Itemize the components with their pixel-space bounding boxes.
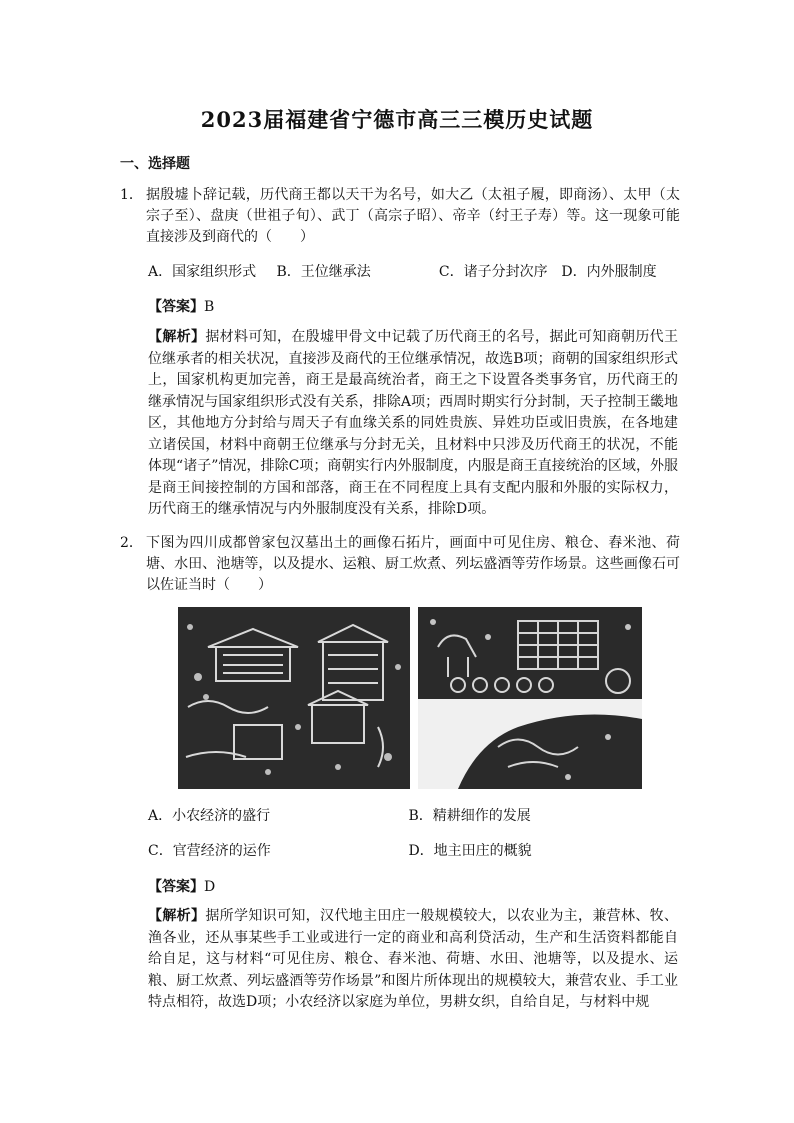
analysis-label: 【解析】 (148, 329, 206, 345)
option-a: A．国家组织形式 (148, 264, 257, 280)
page-title: 2023届福建省宁德市高三三模历史试题 (200, 107, 594, 132)
question-2-options-row-1 (148, 806, 531, 827)
question-text: 据殷墟卜辞记载，历代商王都以天干为名号，如大乙（太祖子履，即商汤）、太甲（太宗子至）、盘庚（世祖子旬）、武丁（高宗子昭）、帝辛（纣王子寿）等。这一现象可能直接涉及到商代的（ ） (146, 187, 680, 245)
answer-label: 【答案】 (148, 299, 204, 315)
question-2-options-row-2 (148, 841, 532, 862)
option-c: C．诸子分封次序 (438, 264, 548, 280)
analysis-text: 据所学知识可知，汉代地主田庄一般规模较大，以农业为主，兼营林、牧、渔各业，还从事某些手工业或进行一定的商业和高利贷活动，生产和生活资料都能自给自足，这与材料“可见住房、粮仓、舂米池、荷塘、水田、池塘等，以及提水、运粮、厨工炊煮、列坛盛酒等劳作场景”和图片所体现出的规模较大，兼营农业、手工业特点相符，故选D项；小农经济以家庭为单位，男耕女织，自给自足，与材料中规 (148, 908, 679, 1010)
question-number: 1． (120, 187, 143, 203)
question-text: 下图为四川成都曾家包汉墓出土的画像石拓片，画面中可见住房、粮仓、舂米池、荷塘、水田、池塘等，以及提水、运粮、厨工炊煮、列坛盛酒等劳作场景。这些画像石可以佐证当时（ ） (146, 535, 680, 593)
option-b: B．王位继承法 (276, 264, 371, 280)
rubbing-image-left (178, 607, 410, 789)
option-c: C．官营经济的运作 (148, 843, 271, 859)
question-number: 2． (120, 535, 143, 551)
question-1 (120, 185, 680, 248)
question-1-options (148, 262, 657, 283)
answer-value: B (204, 299, 215, 315)
rubbing-image-right (418, 607, 642, 789)
section-heading: 一、选择题 (120, 156, 190, 172)
option-b: B．精耕细作的发展 (408, 808, 531, 824)
answer-1 (148, 296, 214, 316)
question-2 (120, 533, 680, 596)
analysis-1 (148, 327, 678, 521)
answer-value: D (204, 879, 216, 895)
analysis-text: 据材料可知，在殷墟甲骨文中记载了历代商王的名号，据此可知商朝历代王位继承者的相关状况，直接涉及商代的王位继承情况，故选B项；商朝的国家组织形式上，国家机构更加完善，商王是最高统治者，商王之下设置各类事务官，历代商王的继承情况与国家组织形式没有关系，排除A项；西周时期实行分封制，天子控制王畿地区，其他地方分封给与周天子有血缘关系的同姓贵族、异姓功臣或旧贵族，在各地建立诸侯国，材料中商朝王位继承与分封无关，且材料中只涉及历代商王的状况，不能体现“诸子”情况，排除C项；商朝实行内外服制度，内服是商王直接统治的区域，外服是商王间接控制的方国和部落，商王在不同程度上具有支配内服和外服的实际权力，历代商王的继承情况与内外服制度没有关系，排除D项。 (148, 329, 679, 517)
option-d: D．内外服制度 (561, 264, 657, 280)
option-a: A．小农经济的盛行 (148, 808, 271, 824)
option-d: D．地主田庄的概貌 (408, 843, 532, 859)
analysis-label: 【解析】 (148, 908, 206, 924)
answer-label: 【答案】 (148, 879, 204, 895)
answer-2 (148, 876, 215, 896)
analysis-2 (148, 906, 678, 1014)
